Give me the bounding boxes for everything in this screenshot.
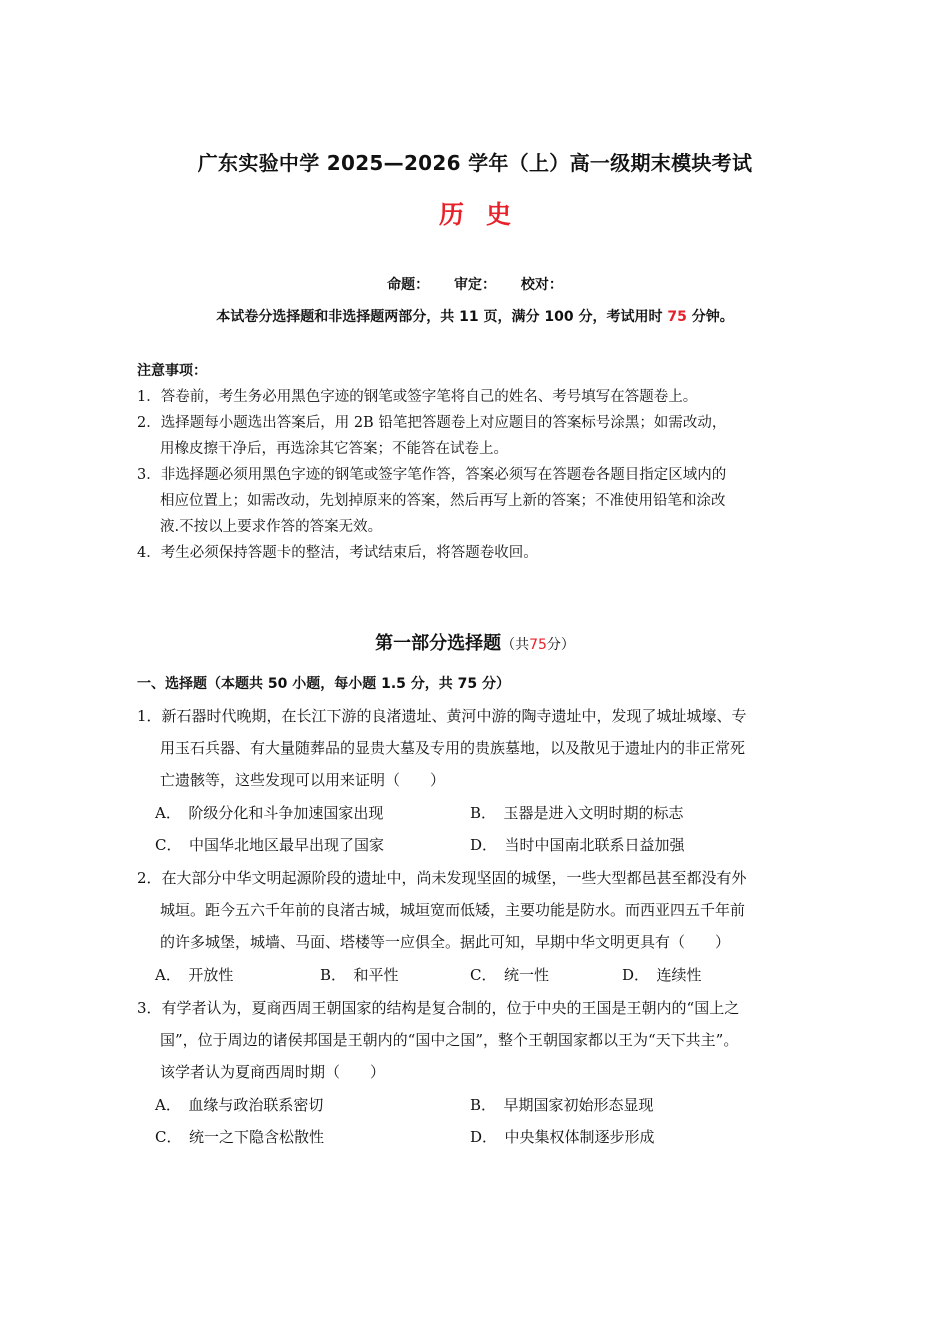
option-a: A． 血缘与政治联系密切 [155,1096,324,1114]
option-c: C． 统一之下隐含松散性 [155,1128,324,1146]
note-line: 2．选择题每小题选出答案后，用 2B 铅笔把答题卷上对应题目的答案标号涂黑；如需改动， [137,415,727,431]
section-score-open: （共 [501,637,530,653]
exam-title: 广东实验中学 2025—2026 学年（上）高一级期末模块考试 [197,151,753,175]
credit-proposer: 命题： [387,277,430,293]
note-line: 用橡皮擦干净后，再选涂其它答案；不能答在试卷上。 [160,441,508,457]
option-a: A． 阶级分化和斗争加速国家出现 [155,804,384,822]
option-b: B． 和平性 [320,966,399,984]
credit-reviewer: 审定： [454,277,496,293]
question-line: 用玉石兵器、有大量随葬品的显贵大墓及专用的贵族墓地，以及散见于遗址内的非正常死 [160,739,746,757]
option-c: C． 统一性 [470,966,549,984]
part-heading: 一、选择题（本题共 50 小题，每小题 1.5 分，共 75 分） [137,676,511,692]
note-line: 液.不按以上要求作答的答案无效。 [160,519,383,535]
question-line: 2．在大部分中华文明起源阶段的遗址中，尚未发现坚固的城堡，一些大型都邑甚至都没有外 [137,869,747,887]
credit-proofreader: 校对： [520,277,563,293]
note-line: 相应位置上；如需改动，先划掉原来的答案，然后再写上新的答案；不准使用铅笔和涂改 [160,493,726,509]
question-line: 3．有学者认为，夏商西周王朝国家的结构是复合制的，位于中央的王国是王朝内的“国上之 [137,999,740,1017]
note-line: 1．答卷前，考生务必用黑色字迹的钢笔或签字笔将自己的姓名、考号填写在答题卷上。 [137,389,698,405]
option-b: B． 早期国家初始形态显现 [470,1096,654,1114]
note-line: 3．非选择题必须用黑色字迹的钢笔或签字笔作答，答案必须写在答题卷各题目指定区域内的 [137,467,727,483]
option-c: C． 中国华北地区最早出现了国家 [155,836,384,854]
option-b: B． 玉器是进入文明时期的标志 [470,804,684,822]
notes-heading: 注意事项： [137,363,207,379]
question-line: 该学者认为夏商西周时期（ ） [160,1063,386,1081]
exam-info-end: 分钟。 [691,309,734,325]
question-line: 国”，位于周边的诸侯邦国是王朝内的“国中之国”，整个王朝国家都以王为“天下共主”。 [160,1031,739,1049]
question-line: 的许多城堡，城墙、马面、塔楼等一应俱全。据此可知，早期中华文明更具有（ ） [160,933,731,951]
option-d: D． 中央集权体制逐步形成 [470,1128,655,1146]
option-d: D． 当时中国南北联系日益加强 [470,836,685,854]
exam-minutes: 75 [667,309,687,325]
section-title-text: 第一部分选择题 [375,633,502,654]
credits-line [0,274,950,294]
option-d: D． 连续性 [622,966,702,984]
question-line: 1．新石器时代晚期，在长江下游的良渚遗址、黄河中游的陶寺遗址中，发现了城址城壕、专 [137,707,747,725]
section-score-value: 75 [529,637,547,653]
section-title [0,629,950,655]
exam-info-text: 本试卷分选择题和非选择题两部分，共 11 页，满分 100 分，考试用时 [216,309,663,325]
section-score-close: 分） [546,637,575,653]
option-a: A． 开放性 [155,966,234,984]
subject-title: 历史 [438,200,533,229]
note-line: 4．考生必须保持答题卡的整洁，考试结束后，将答题卷收回。 [137,545,538,561]
exam-info [0,306,950,326]
question-line: 城垣。距今五六千年前的良渚古城，城垣宽而低矮，主要功能是防水。而西亚四五千年前 [160,901,746,919]
question-line: 亡遗骸等，这些发现可以用来证明（ ） [160,771,446,789]
